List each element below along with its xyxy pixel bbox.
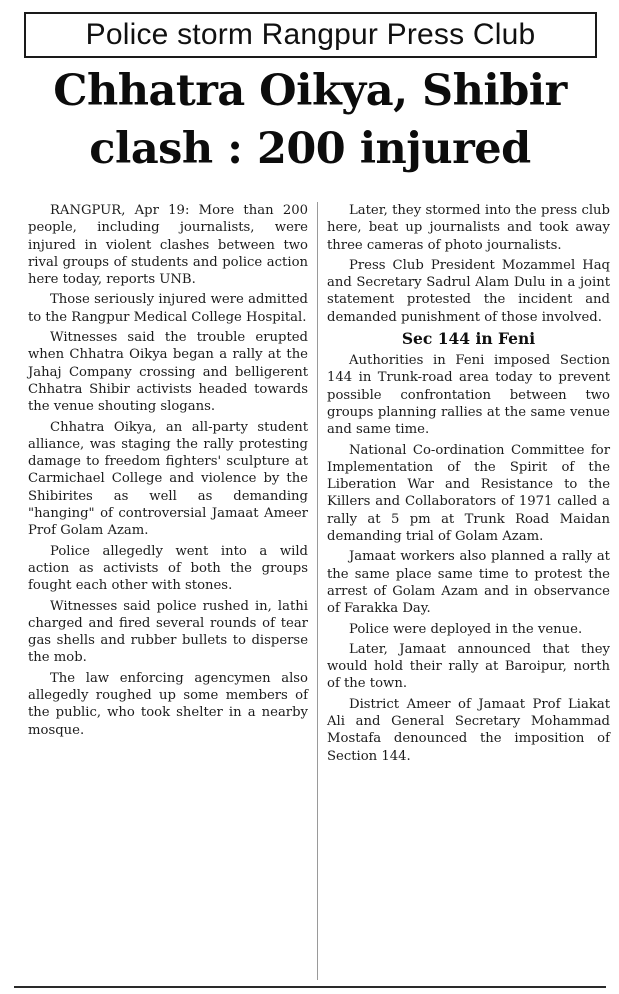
paragraph: Witnesses said police rushed in, lathi charged and fired several rounds of tear gas shells and rubber bullets to disperse the mob. bbox=[28, 598, 308, 666]
paragraph: Chhatra Oikya, an all-party student alliance, was staging the rally protesting damage to freedom fighters' sculpture at Carmichael College and violence by the Shibirites as well as demanding "hanging" of controversial Jamaat Ameer Prof Golam Azam. bbox=[28, 419, 308, 539]
column-divider bbox=[317, 202, 318, 980]
kicker-box bbox=[24, 12, 597, 58]
paragraph: Authorities in Feni imposed Section 144 in Trunk-road area today to prevent possible confrontation between two groups planning rallies at the same venue and same time. bbox=[327, 353, 610, 438]
kicker: Police storm Rangpur Press Club bbox=[85, 18, 536, 51]
headline-line-1: Chhatra Oikya, Shibir bbox=[53, 66, 567, 116]
subheading: Sec 144 in Feni bbox=[401, 329, 536, 349]
paragraph: Press Club President Mozammel Haq and Secretary Sadrul Alam Dulu in a joint statement protested the incident and demanded punishment of those involved. bbox=[327, 257, 610, 325]
paragraph: Witnesses said the trouble erupted when Chhatra Oikya began a rally at the Jahaj Company crossing and belligerent Chhatra Shibir activists headed towards the venue shouting slogans. bbox=[28, 330, 308, 415]
paragraph: National Co-ordination Committee for Implementation of the Spirit of the Liberation War and Resistance to the Killers and Collaborators of 1971 called a rally at 5 pm at Trunk Road Maidan demanding trial of Golam Azam. bbox=[327, 442, 610, 545]
paragraph: RANGPUR, Apr 19: More than 200 people, including journalists, were injured in violent clashes between two rival groups of students and police action here today, reports UNB. bbox=[28, 203, 308, 288]
right-column bbox=[327, 202, 610, 768]
bottom-rule bbox=[14, 986, 606, 988]
paragraph: Police allegedly went into a wild action as activists of both the groups fought each other with stones. bbox=[28, 543, 308, 594]
paragraph: The law enforcing agencymen also allegedly roughed up some members of the public, who took shelter in a nearby mosque. bbox=[28, 670, 308, 738]
paragraph: Police were deployed in the venue. bbox=[349, 621, 583, 637]
paragraph: Jamaat workers also planned a rally at the same place same time to protest the arrest of Golam Azam and in observance of Farakka Day. bbox=[327, 549, 610, 617]
headline bbox=[10, 62, 610, 178]
paragraph: Those seriously injured were admitted to the Rangpur Medical College Hospital. bbox=[28, 292, 308, 325]
headline-line-2: clash : 200 injured bbox=[89, 124, 531, 174]
paragraph: District Ameer of Jamaat Prof Liakat Ali and General Secretary Mohammad Mostafa denounced the imposition of Section 144. bbox=[327, 696, 610, 764]
left-column bbox=[28, 202, 308, 742]
paragraph: Later, they stormed into the press club here, beat up journalists and took away three cameras of photo journalists. bbox=[327, 203, 610, 253]
paragraph: Later, Jamaat announced that they would hold their rally at Baroipur, north of the town. bbox=[327, 641, 610, 692]
